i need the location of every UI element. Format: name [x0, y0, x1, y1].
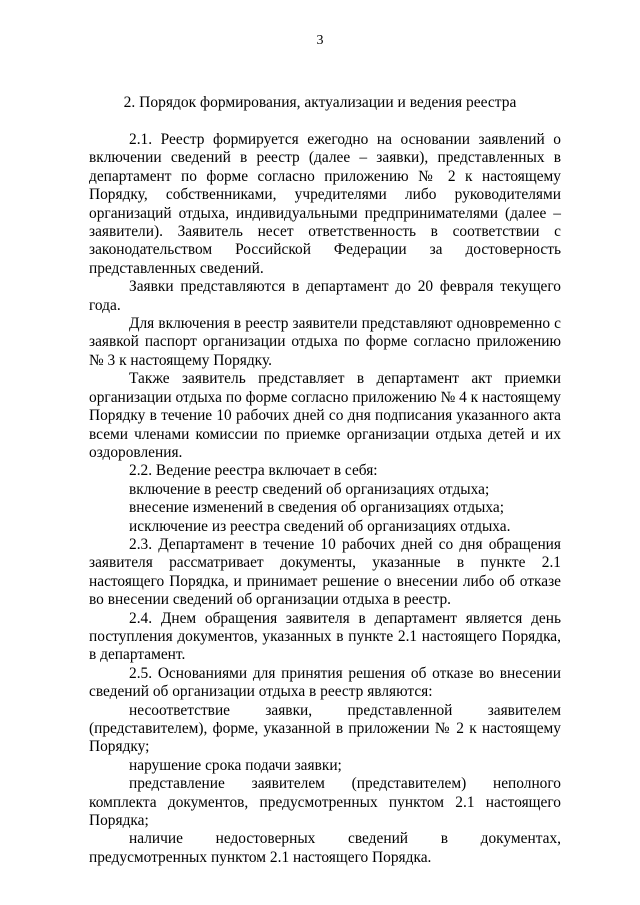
paragraph: 2.1. Реестр формируется ежегодно на основании заявлений о включении сведений в реестр (далее – заявки), представленных в департамент по форме согласно приложению № 2 к настоящему Порядку, собственниками, учредителями либо руководителями организаций отдыха, индивидуальными предпринимателями (далее – заявители). Заявитель несет ответственность в соответствии с законодательством Российской Федерации за достоверность представленных сведений.	[89, 131, 561, 277]
paragraph: Заявки представляются в департамент до 20 февраля текущего года.	[89, 278, 561, 314]
paragraph: 2.2. Ведение реестра включает в себя:	[129, 462, 378, 480]
paragraph: внесение изменений в сведения об организациях отдыха;	[129, 499, 504, 517]
paragraph: Также заявитель представляет в департамент акт приемки организации отдыха по форме согласно приложению № 4 к настоящему Порядку в течение 10 рабочих дней со дня подписания указанного акта всеми членами комиссии по приемке организации отдыха детей и их оздоровления.	[89, 370, 561, 461]
paragraph: 2.5. Основаниями для принятия решения об отказе во внесении сведений об организации отдыха в реестр являются:	[89, 664, 561, 701]
document-body	[89, 131, 561, 867]
paragraph: 2.3. Департамент в течение 10 рабочих дней со дня обращения заявителя рассматривает документы, указанные в пункте 2.1 настоящего Порядка, и принимает решение о внесении либо об отказе во внесении сведений об организации отдыха в реестр.	[89, 535, 561, 609]
paragraph: Для включения в реестр заявители представляют одновременно с заявкой паспорт организации отдыха по форме согласно приложению № 3 к настоящему Порядку.	[89, 315, 561, 369]
paragraph: несоответствие заявки, представленной заявителем (представителем), форме, указанной в приложении № 2 к настоящему Порядку;	[89, 701, 561, 756]
page-number: 3	[316, 33, 324, 48]
paragraph: включение в реестр сведений об организациях отдыха;	[129, 480, 490, 498]
paragraph: нарушение срока подачи заявки;	[129, 756, 342, 774]
paragraph: 2.4. Днем обращения заявителя в департамент является день поступления документов, указанных в пункте 2.1 настоящего Порядка, в департамент.	[89, 609, 561, 664]
section-heading: 2. Порядок формирования, актуализации и ведения реестра	[123, 94, 517, 111]
paragraph: исключение из реестра сведений об организациях отдыха.	[129, 517, 511, 535]
paragraph: представление заявителем (представителем) неполного комплекта документов, предусмотренных пунктом 2.1 настоящего Порядка;	[89, 775, 561, 830]
paragraph: наличие недостоверных сведений в документах, предусмотренных пунктом 2.1 настоящего Порядка.	[89, 830, 561, 866]
